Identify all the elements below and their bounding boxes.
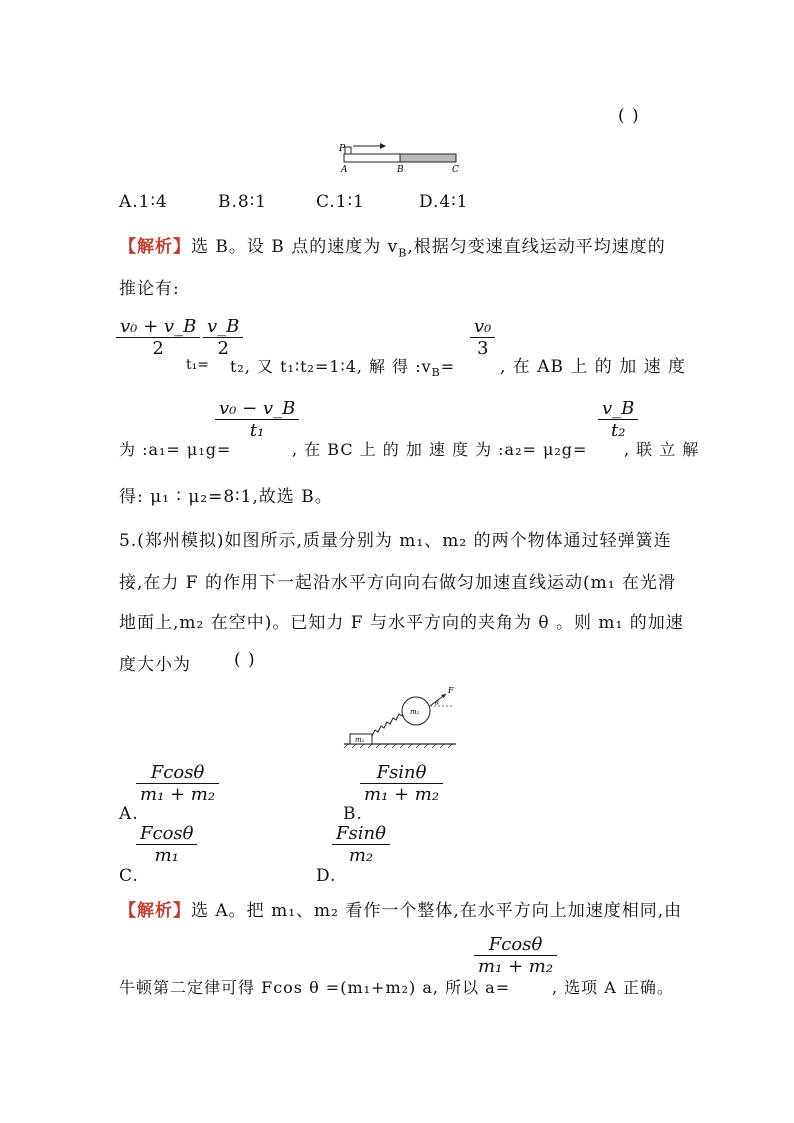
fraction-denominator: 2 (152, 338, 164, 359)
analysis-text: t₂, 又 t₁∶t₂=1∶4, 解 得 :v (230, 357, 432, 376)
label-m2: m₂ (410, 708, 420, 716)
analysis-line-4a: 为 :a₁= μ₁g= (119, 440, 232, 459)
analysis-tag: 【解析】 (119, 237, 191, 257)
q5-answer-fraction (474, 934, 557, 977)
arrow-head-icon (380, 143, 386, 149)
label-b: B (397, 165, 404, 175)
rough-segment-bc (400, 154, 456, 162)
subscript-b: B (398, 246, 408, 260)
q5-line-3: 地面上,m₂ 在空中)。已知力 F 与水平方向的夹角为 θ 。则 m₁ 的加速 (119, 613, 684, 633)
q5-analysis-line-2a: 牛顿第二定律可得 Fcos θ =(m₁+m₂) a, 所以 a= (119, 978, 511, 997)
analysis-text: 选 B。设 B 点的速度为 v (191, 237, 399, 257)
fraction-avg-velocity (116, 316, 200, 359)
fraction-denominator: t₂ (610, 420, 626, 441)
fraction-denominator: 3 (476, 338, 489, 359)
q5-option-b-fraction (360, 762, 443, 805)
analysis-line-3 (230, 354, 455, 379)
label-theta: θ (435, 700, 439, 707)
q5-option-b-letter: B. (343, 804, 363, 824)
spring-figure (340, 684, 460, 750)
fraction-numerator: v_B (207, 316, 240, 337)
fraction-numerator: Fsinθ (376, 762, 427, 783)
option-b: B.8∶1 (218, 192, 267, 212)
fraction-v0-third (470, 316, 495, 359)
fraction-numerator: Fsinθ (336, 823, 386, 844)
analysis-text-end: ,根据匀变速直线运动平均速度的 (407, 237, 666, 257)
fraction-denominator: 2 (217, 338, 229, 359)
label-c: C (452, 165, 459, 175)
analysis-line-2: 推论有: (119, 279, 180, 299)
analysis-line-3-end: , 在 AB 上 的 加 速 度 (500, 357, 686, 377)
label-p: P (339, 144, 346, 154)
fraction-numerator: v₀ − v_B (219, 398, 296, 419)
t1-label: t₁= (186, 357, 209, 373)
option-d: D.4∶1 (419, 192, 469, 212)
label-m1: m₁ (355, 736, 365, 744)
fraction-numerator: v_B (602, 398, 635, 419)
equals-sign: = (440, 357, 456, 376)
fraction-a2 (598, 398, 638, 441)
q5-option-c-fraction (136, 823, 197, 866)
analysis-line-4c: , 联 立 解 (624, 440, 700, 459)
analysis-line-4b: , 在 BC 上 的 加 速 度 为 :a₂= μ₂g= (292, 440, 588, 459)
fraction-numerator: v₀ (474, 316, 492, 337)
q5-option-a-fraction (136, 762, 219, 805)
fraction-denominator: m₁ (154, 845, 179, 866)
track-figure (336, 140, 466, 176)
fraction-denominator: m₁ + m₂ (364, 784, 440, 805)
fraction-numerator: Fcosθ (140, 823, 194, 844)
q5-bracket: ( ) (234, 650, 256, 670)
q5-option-a-letter: A. (119, 804, 139, 824)
fraction-numerator: Fcosθ (150, 762, 205, 783)
analysis-line-5: 得: μ₁ ∶ μ₂=8∶1,故选 B。 (119, 487, 333, 507)
fraction-vb-half (203, 316, 243, 359)
option-c: C.1∶1 (316, 192, 365, 212)
q5-analysis-line-2b: , 选项 A 正确。 (552, 978, 674, 997)
subscript-b: B (431, 366, 441, 380)
analysis-line-1 (119, 232, 666, 259)
option-a: A.1∶4 (119, 192, 168, 212)
analysis-text: 选 A。把 m₁、m₂ 看作一个整体,在水平方向上加速度相同,由 (191, 901, 683, 921)
answer-bracket: ( ) (618, 106, 640, 126)
fraction-numerator: Fcosθ (488, 934, 543, 955)
analysis-tag: 【解析】 (119, 901, 191, 921)
q5-analysis-line-1 (119, 896, 682, 921)
q5-option-d-fraction (332, 823, 390, 866)
block-p (345, 147, 351, 154)
q5-line-1: 5.(郑州模拟)如图所示,质量分别为 m₁、m₂ 的两个物体通过轻弹簧连 (119, 531, 672, 551)
smooth-segment-ab (344, 154, 400, 162)
q5-line-2: 接,在力 F 的作用下一起沿水平方向向右做匀加速直线运动(m₁ 在光滑 (119, 573, 676, 593)
q5-line-4: 度大小为 (119, 655, 191, 675)
label-a: A (341, 165, 348, 175)
label-f: F (448, 686, 454, 695)
fraction-denominator: t₁ (249, 420, 265, 441)
fraction-denominator: m₂ (348, 845, 374, 866)
q5-option-d-letter: D. (316, 866, 337, 886)
fraction-denominator: m₁ + m₂ (140, 784, 216, 805)
fraction-denominator: m₁ + m₂ (478, 956, 554, 977)
fraction-numerator: v₀ + v_B (120, 316, 197, 337)
q5-option-c-letter: C. (119, 866, 139, 886)
fraction-a1 (215, 398, 299, 441)
